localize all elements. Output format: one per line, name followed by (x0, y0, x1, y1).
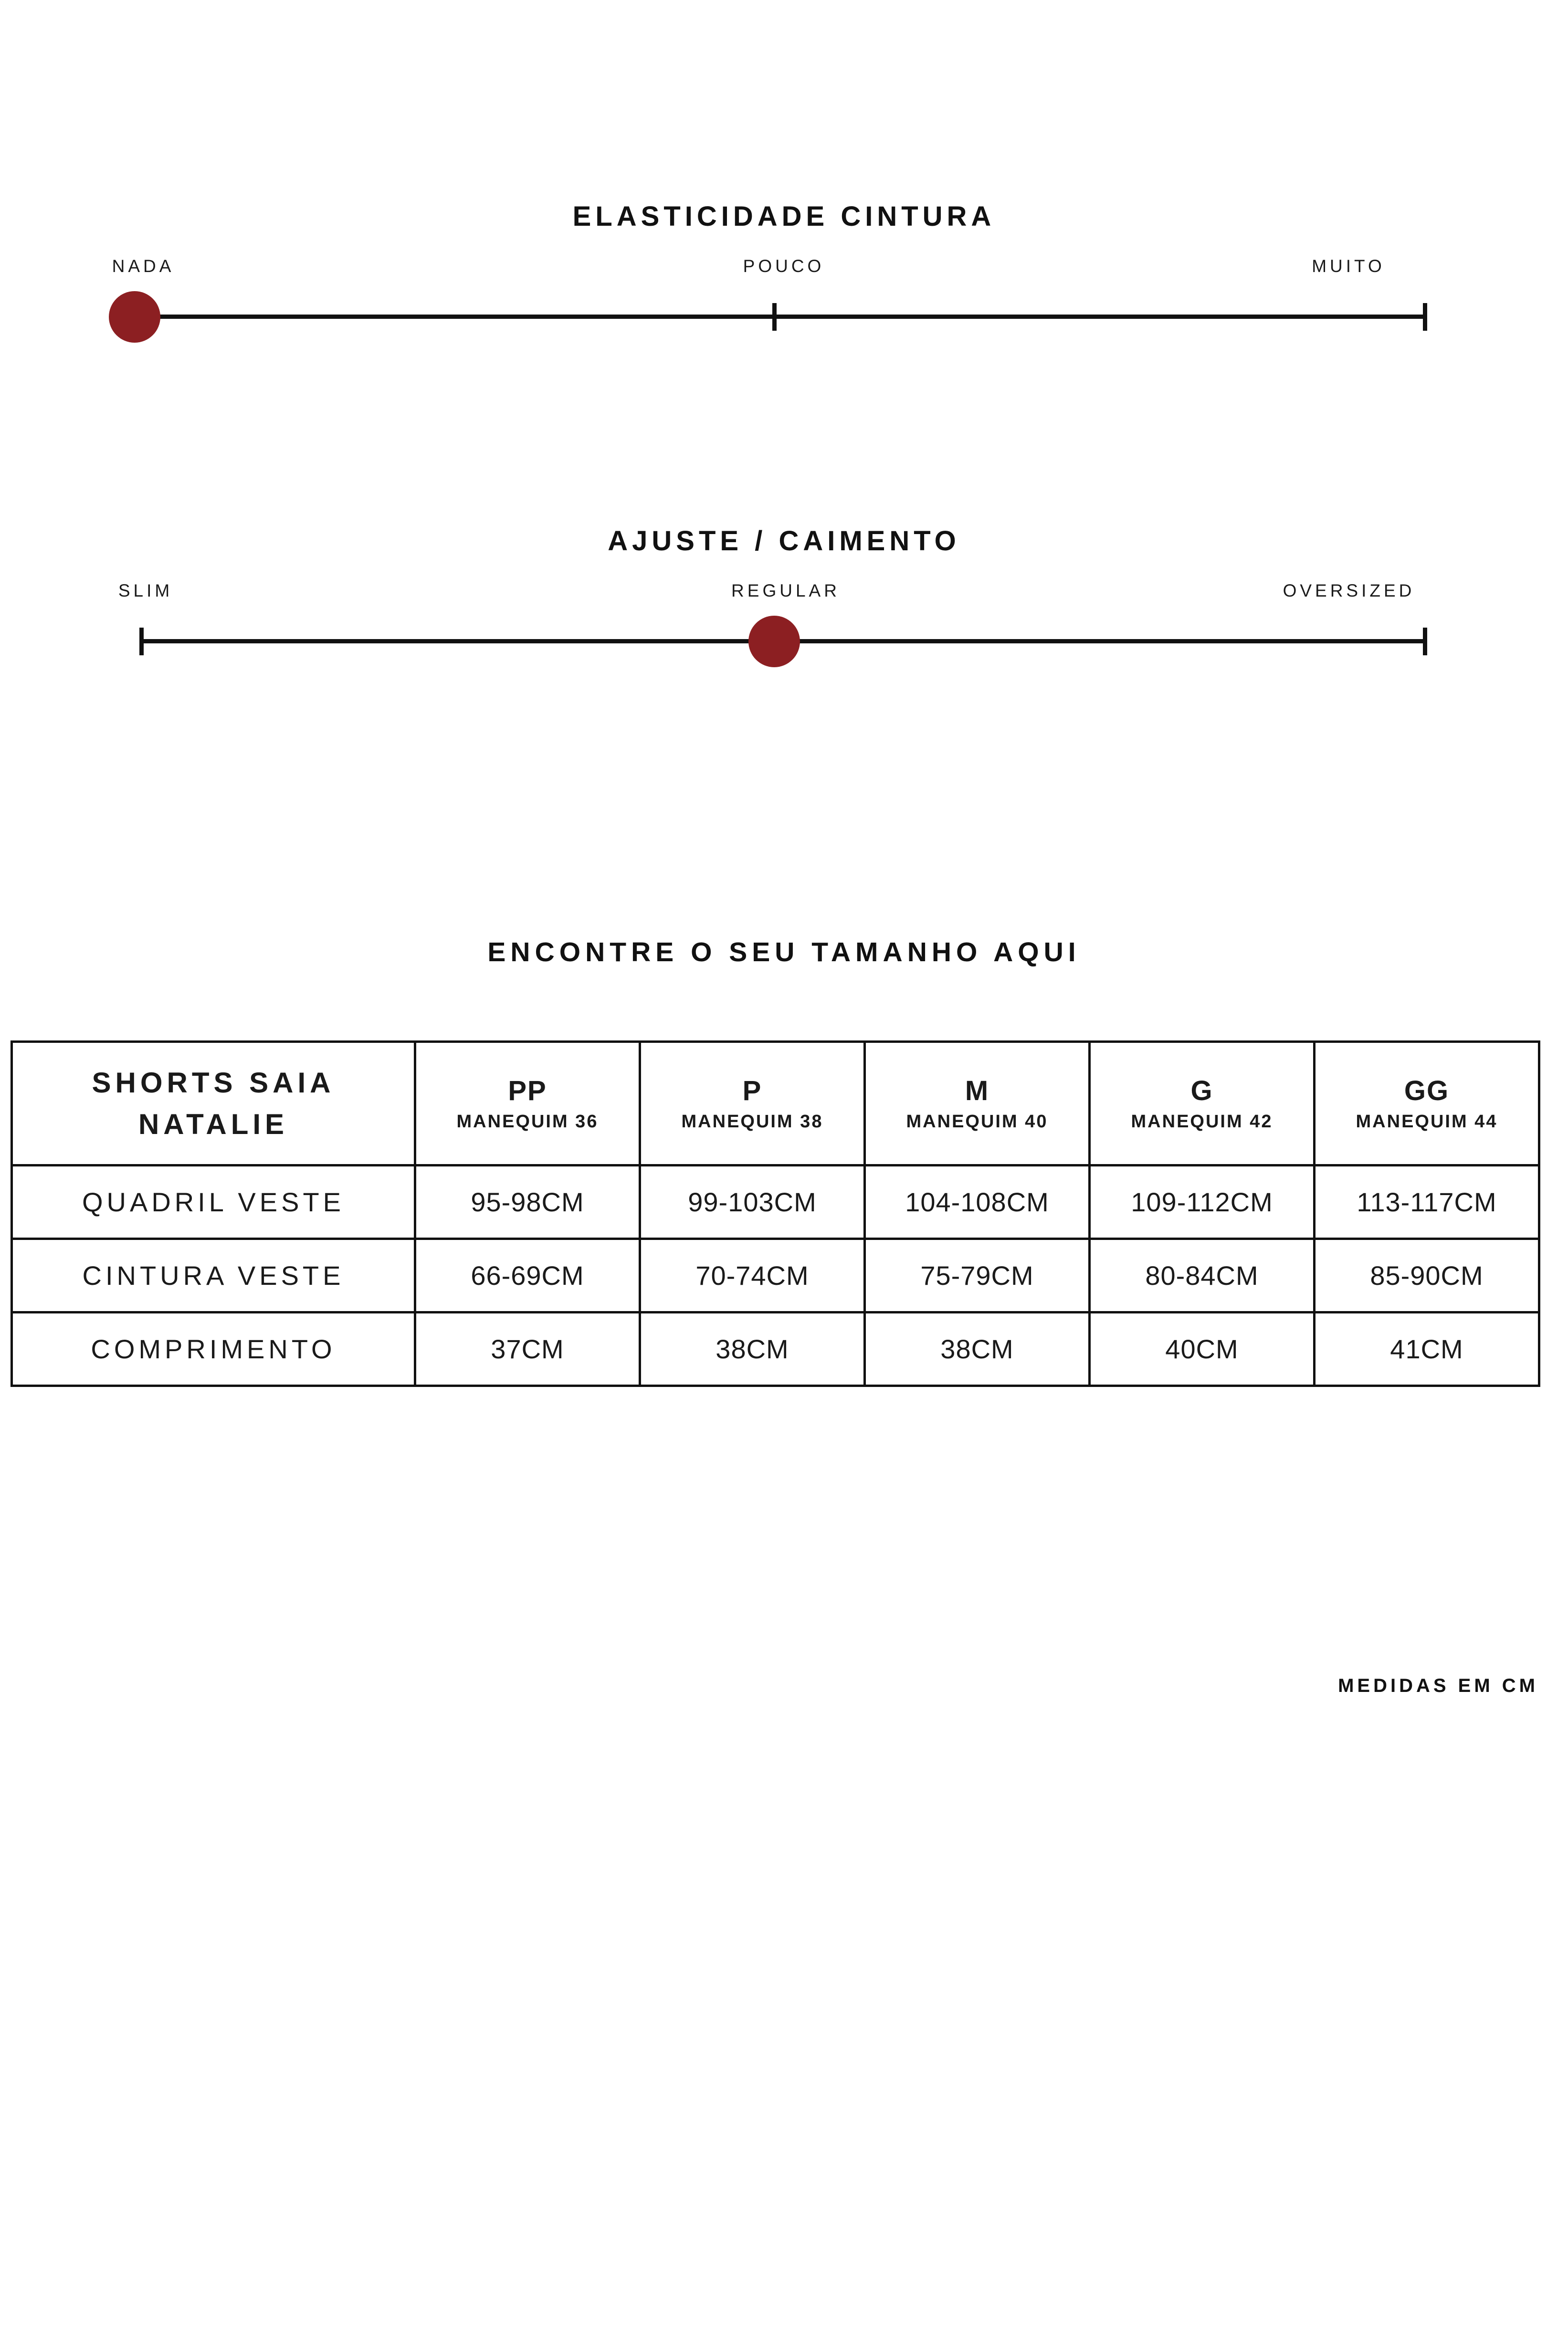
table-row (12, 1166, 1539, 1239)
scale-track-ajuste (0, 609, 1568, 672)
cell-cintura-m: 75-79CM (865, 1239, 1090, 1312)
scale-ajuste-caimento (0, 525, 1568, 672)
scale-label-oversized: OVERSIZED (1283, 581, 1415, 600)
cell-quadril-g: 109-112CM (1090, 1166, 1315, 1239)
table-row (12, 1239, 1539, 1312)
scale-tick-oversized (1423, 628, 1427, 655)
scale-labels-ajuste (0, 581, 1568, 609)
cell-comprimento-p: 38CM (640, 1312, 865, 1386)
cell-cintura-pp: 66-69CM (415, 1239, 640, 1312)
scale-labels-elasticidade (0, 256, 1568, 285)
cell-cintura-gg: 85-90CM (1315, 1239, 1539, 1312)
cell-comprimento-m: 38CM (865, 1312, 1090, 1386)
scale-label-muito: MUITO (1312, 256, 1385, 276)
scale-label-pouco: POUCO (743, 256, 825, 276)
size-letter: G (1190, 1075, 1213, 1106)
table-header-row (12, 1042, 1539, 1166)
cell-comprimento-pp: 37CM (415, 1312, 640, 1386)
scale-tick-pouco (772, 303, 777, 331)
size-sub: MANEQUIM 42 (1131, 1112, 1273, 1132)
scale-label-regular: REGULAR (731, 581, 840, 600)
scale-track-elasticidade (0, 285, 1568, 347)
scale-title-ajuste: AJUSTE / CAIMENTO (608, 525, 960, 556)
page-title: ENCONTRE O SEU TAMANHO AQUI (487, 937, 1081, 967)
scale-elasticidade-cintura (0, 200, 1568, 347)
size-sub: MANEQUIM 36 (456, 1112, 599, 1132)
cell-cintura-p: 70-74CM (640, 1239, 865, 1312)
product-name-cell: SHORTS SAIA NATALIE (12, 1042, 415, 1166)
size-header-p (640, 1042, 865, 1166)
size-table (11, 1040, 1540, 1387)
size-header-gg (1315, 1042, 1539, 1166)
cell-quadril-pp: 95-98CM (415, 1166, 640, 1239)
scale-title-elasticidade: ELASTICIDADE CINTURA (572, 201, 996, 232)
scale-tick-slim (139, 628, 144, 655)
size-letter: GG (1404, 1075, 1450, 1106)
scale-label-nada: NADA (112, 256, 175, 276)
scale-marker-ajuste (748, 616, 800, 667)
row-label-cintura: CINTURA VESTE (12, 1239, 415, 1312)
cell-quadril-p: 99-103CM (640, 1166, 865, 1239)
table-row (12, 1312, 1539, 1386)
cell-comprimento-gg: 41CM (1315, 1312, 1539, 1386)
size-sub: MANEQUIM 40 (906, 1112, 1048, 1132)
scale-marker-elasticidade (109, 291, 160, 343)
scale-label-slim: SLIM (118, 581, 173, 600)
size-letter: PP (508, 1075, 547, 1106)
size-letter: M (965, 1075, 989, 1106)
size-sub: MANEQUIM 38 (681, 1112, 823, 1132)
cell-quadril-gg: 113-117CM (1315, 1166, 1539, 1239)
row-label-comprimento: COMPRIMENTO (12, 1312, 415, 1386)
size-header-pp (415, 1042, 640, 1166)
measures-note: MEDIDAS EM CM (1338, 1675, 1538, 1696)
cell-cintura-g: 80-84CM (1090, 1239, 1315, 1312)
size-table-wrapper (11, 1040, 1538, 1387)
scale-line (138, 315, 1427, 319)
cell-quadril-m: 104-108CM (865, 1166, 1090, 1239)
row-label-quadril: QUADRIL VESTE (12, 1166, 415, 1239)
cell-comprimento-g: 40CM (1090, 1312, 1315, 1386)
size-header-g (1090, 1042, 1315, 1166)
size-header-m (865, 1042, 1090, 1166)
scale-tick-muito (1423, 303, 1427, 331)
size-sub: MANEQUIM 44 (1356, 1112, 1498, 1132)
size-letter: P (742, 1075, 762, 1106)
